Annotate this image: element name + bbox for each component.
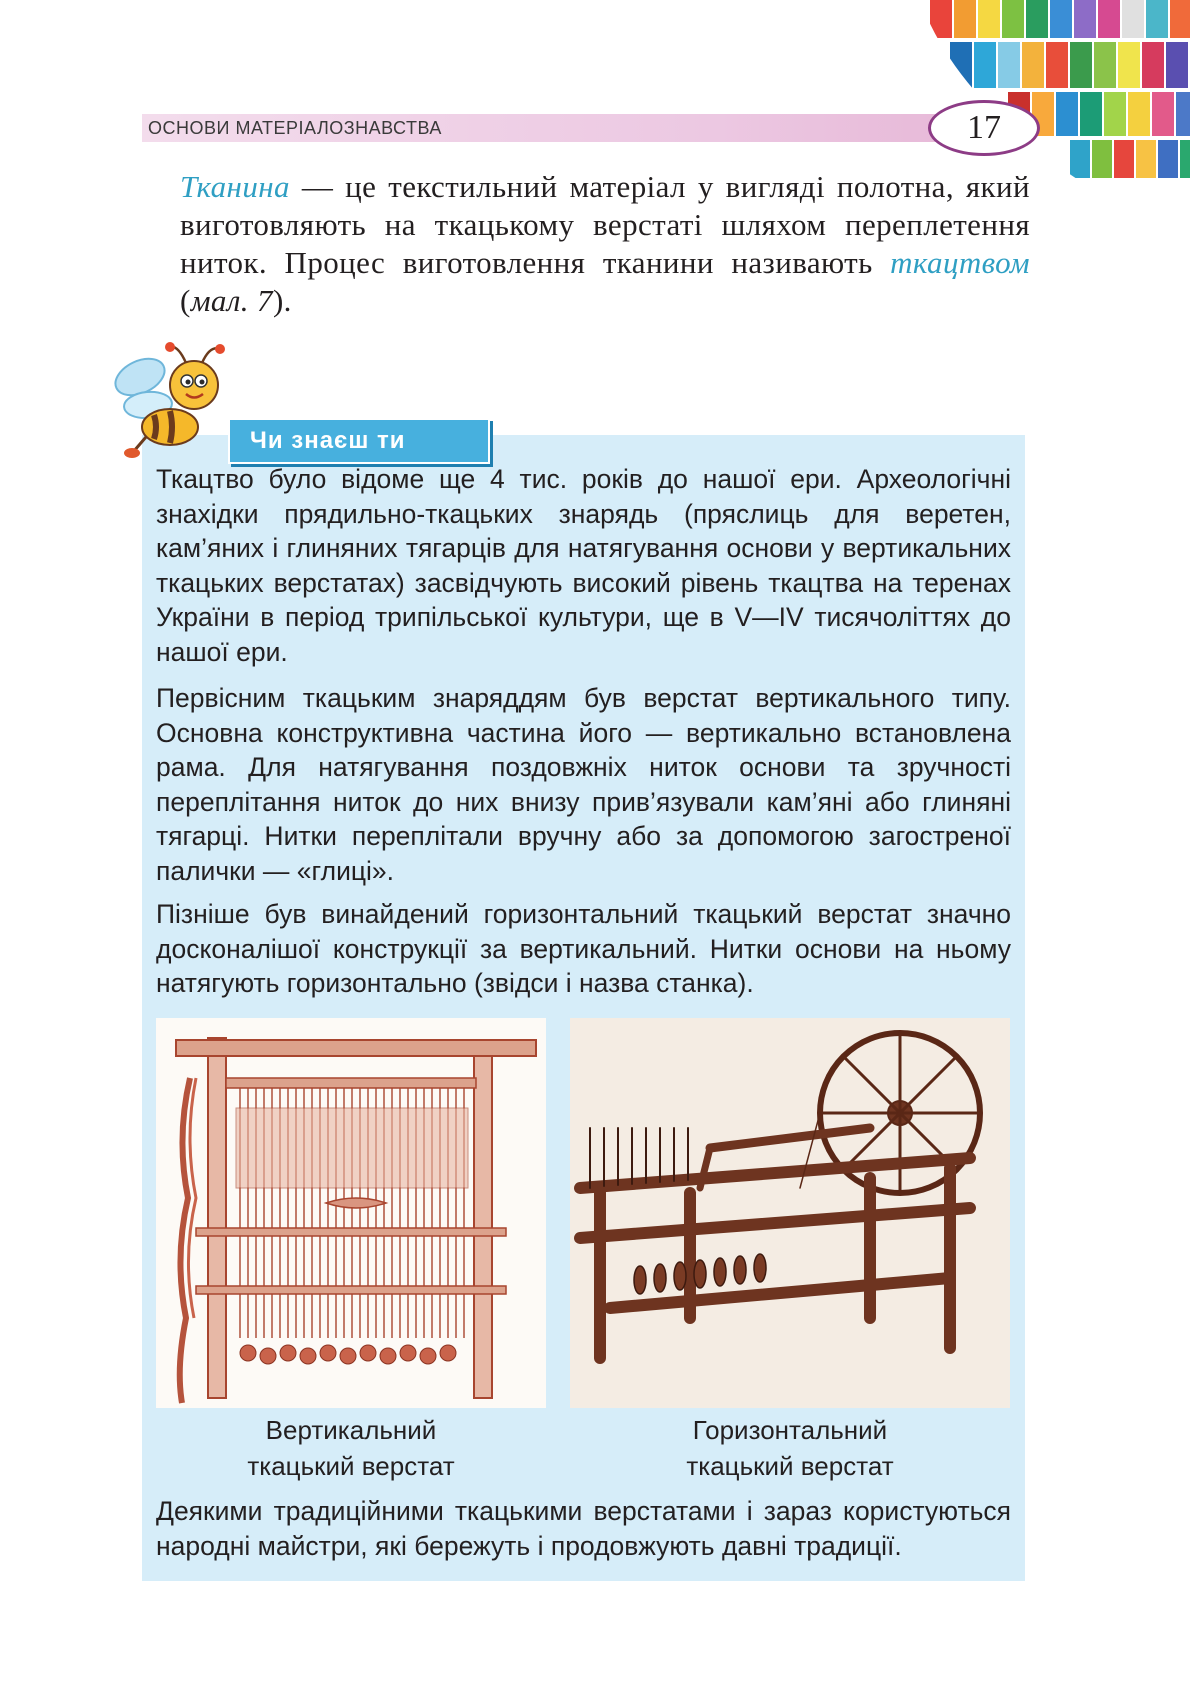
vertical-loom-illustration (156, 1018, 546, 1408)
intro-paren-open: ( (180, 283, 191, 318)
intro-text: — це текстильний матеріал у вигляді полотна, який виготовляють на ткацькому верстаті шляхом переплетення ниток. Процес виготовлення тканини називають (180, 169, 1030, 280)
info-paragraph-1: Ткацтво було відоме ще 4 тис. років до нашої ери. Археологічні знахідки прядильно-ткацьких знарядь (пряслиць для веретен, кам’яних і глиняних тягарців для натягування основи у вертикальних ткацьких верстатах) засвідчують високий рівень ткацтва на теренах України в період трипільської культури, ще в V—IV тисячоліттях до нашої ери. (156, 464, 1011, 667)
horizontal-loom-illustration (570, 1018, 1010, 1408)
info-paragraph-2: Первісним ткацьким знаряддям був верстат вертикального типу. Основна конструктивна частина його — вертикально встановлена рама. Для натягування поздовжніх ниток основи та зручності переплітання ниток до них внизу прив’язували кам’яні або глиняні тягарці. Нитки переплітали вручну або за допомогою загостреної палички — «глиці». (156, 683, 1011, 886)
info-paragraph-3: Пізніше був винайдений горизонтальний ткацький верстат значно досконалішої конструкції за вертикальний. Нитки основи на ньому натягують горизонтально (звідси і назва станка). (156, 899, 1011, 998)
vertical-loom-caption-line2: ткацький верстат (247, 1451, 455, 1481)
bee-mascot-icon (108, 335, 238, 465)
intro-paragraph (180, 168, 1030, 320)
horizontal-loom-caption-line2: ткацький верстат (686, 1451, 894, 1481)
horizontal-loom-caption (570, 1412, 1010, 1484)
page-number: 17 (967, 109, 1001, 146)
did-you-know-label: Чи знаєш ти (250, 427, 406, 454)
info-paragraph-4: Деякими традиційними ткацькими верстатами і зараз користуються народні майстри, які бережуть і продовжують давні традиції. (156, 1496, 1011, 1561)
figure-reference: мал. 7 (190, 283, 273, 318)
horizontal-loom-caption-line1: Горизонтальний (692, 1415, 888, 1445)
vertical-loom-caption (156, 1412, 546, 1484)
did-you-know-tab (228, 418, 490, 464)
section-title: ОСНОВИ МАТЕРІАЛОЗНАВСТВА (148, 118, 442, 138)
intro-paren-close: ). (272, 283, 292, 318)
vertical-loom-caption-line1: Вертикальний (265, 1415, 437, 1445)
term-fabric: Тканина (180, 169, 290, 204)
term-weaving: ткацтвом (890, 245, 1030, 280)
page-number-badge (928, 100, 1040, 156)
